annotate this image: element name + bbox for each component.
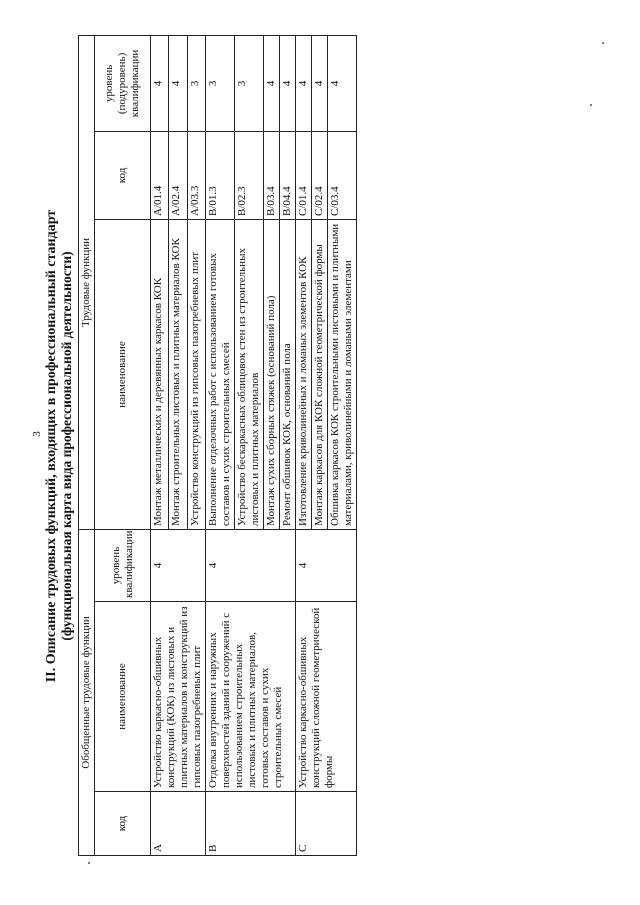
section-title: II. Описание трудовых функций, входящих в профессиональный стандарт	[44, 209, 59, 683]
function-level: 3	[187, 35, 205, 131]
function-code: B/03.4	[264, 131, 280, 219]
function-level: 4	[264, 35, 280, 131]
group-level: 4	[296, 529, 357, 601]
function-code: A/02.4	[169, 131, 187, 219]
function-code: B/04.4	[280, 131, 296, 219]
table-row	[151, 35, 169, 855]
function-level: 4	[328, 35, 357, 131]
page-number: 3	[30, 431, 43, 437]
section-subtitle: (функциональная карта вида профессиональной деятельности)	[59, 251, 74, 641]
function-name: Монтаж строительных листовых и плитных материалов КОК	[169, 219, 187, 529]
header-sublevel: уровень (подуровень) квалификации	[95, 35, 151, 131]
function-level: 3	[235, 35, 264, 131]
function-name: Ремонт обшивок КОК, оснований пола	[280, 219, 296, 529]
function-code: A/03.3	[187, 131, 205, 219]
section-heading	[44, 36, 74, 856]
group-code: C	[296, 792, 357, 856]
function-name: Устройство конструкций из гипсовых пазогребневых плит	[187, 219, 205, 529]
function-name: Монтаж металлических и деревянных каркасов КОК	[151, 219, 169, 529]
header-function-name: наименование	[95, 219, 151, 529]
function-level: 4	[312, 35, 328, 131]
header-name: наименование	[95, 602, 151, 792]
function-code: B/01.3	[206, 131, 235, 219]
group-code: B	[206, 792, 296, 856]
group-name: Устройство каркасно-обшивных конструкций (КОК) из листовых и плитных материалов и конструкций из гипсовых пазогребневых плит	[151, 602, 206, 792]
function-name: Монтаж сухих сборных стяжек (оснований пола)	[264, 219, 280, 529]
rotated-page-content	[44, 36, 474, 856]
function-code: C/01.4	[296, 131, 312, 219]
header-labor-functions: Трудовые функции	[79, 35, 95, 529]
scan-speck	[602, 42, 604, 44]
function-level: 4	[296, 35, 312, 131]
header-code: код	[95, 792, 151, 856]
group-name: Устройство каркасно-обшивных конструкций сложной геометрической формы	[296, 602, 357, 792]
group-name: Отделка внутренних и наружных поверхностей зданий и сооружений с использованием строительных листовых и плитных материалов, готовых составов и сухих строительных смесей	[206, 602, 296, 792]
function-code: A/01.4	[151, 131, 169, 219]
function-level: 4	[151, 35, 169, 131]
table-body	[151, 35, 357, 855]
function-level: 4	[169, 35, 187, 131]
function-name: Изготовление криволинейных и ломаных элементов КОК	[296, 219, 312, 529]
function-code: C/03.4	[328, 131, 357, 219]
group-code: A	[151, 792, 206, 856]
function-level: 4	[280, 35, 296, 131]
function-code: C/02.4	[312, 131, 328, 219]
function-name: Монтаж каркасов для КОК сложной геометрической формы	[312, 219, 328, 529]
function-code: B/02.3	[235, 131, 264, 219]
header-generalized-functions: Обобщенные трудовые функции	[79, 529, 95, 855]
function-name: Обшивка каркасов КОК строительными листовыми и плитными материалами, криволинейными и ломаными элементами	[328, 219, 357, 529]
table-row	[296, 35, 312, 855]
function-name: Устройство бескаркасных облицовок стен из строительных листовых и плитных материалов	[235, 219, 264, 529]
function-level: 3	[206, 35, 235, 131]
functional-map-table	[78, 35, 357, 856]
group-level: 4	[151, 529, 206, 601]
scan-speck	[590, 104, 592, 106]
header-level: уровень квалификации	[95, 529, 151, 601]
function-name: Выполнение отделочных работ с использованием готовых составов и сухих строительных смесей	[206, 219, 235, 529]
table-row	[206, 35, 235, 855]
header-function-code: код	[95, 131, 151, 219]
group-level: 4	[206, 529, 296, 601]
scan-speck	[88, 862, 90, 864]
